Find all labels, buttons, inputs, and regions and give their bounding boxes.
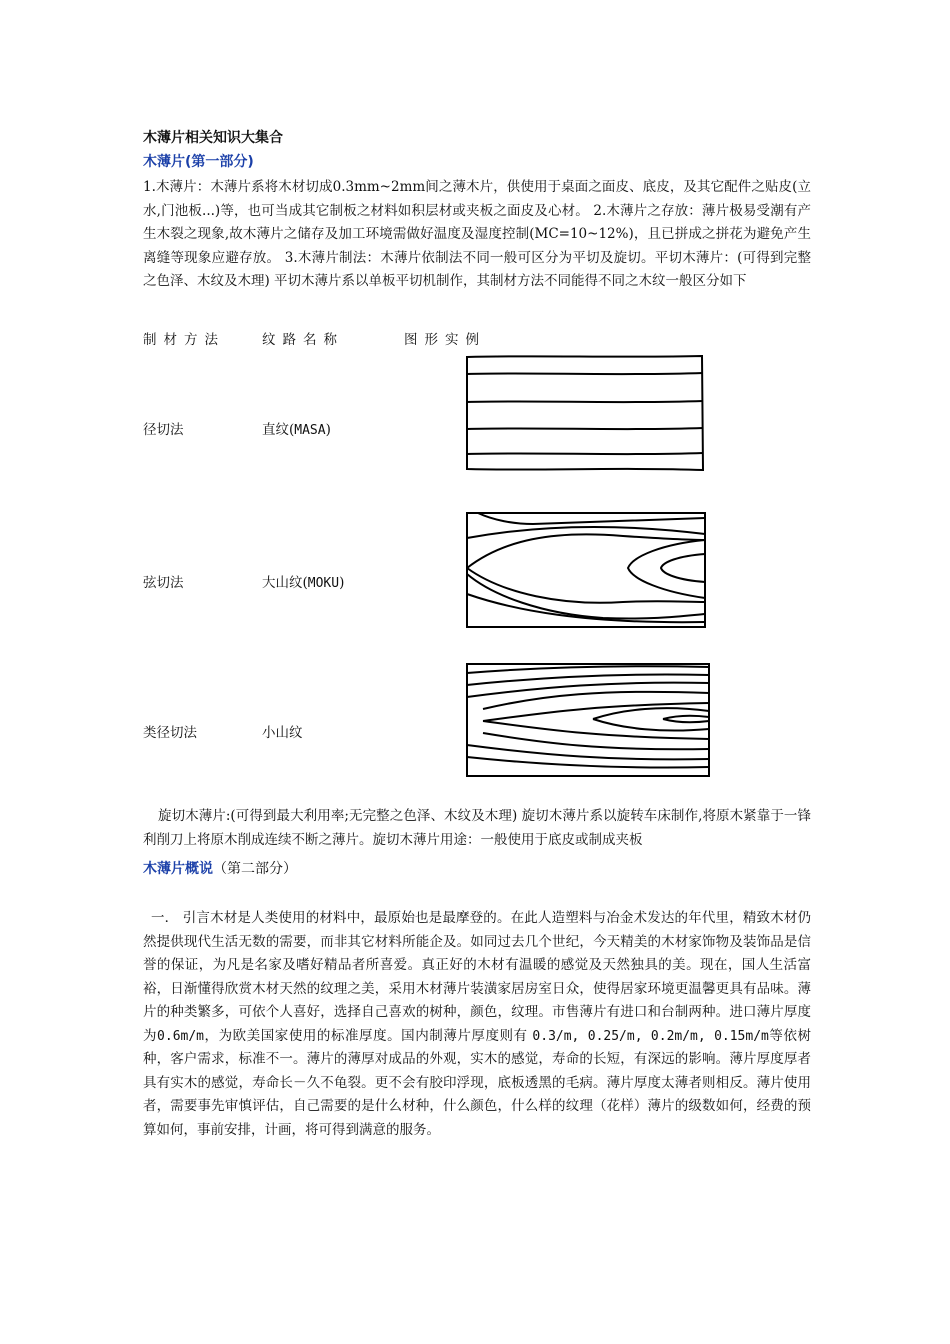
row2-grain: 大山纹(MOKU) — [262, 575, 345, 591]
document-title: 木薄片相关知识大集合 — [143, 130, 283, 146]
row1-method: 径切法 — [143, 422, 184, 438]
row3-grain: 小山纹 — [262, 725, 303, 741]
col-header-grain: 纹路名称 — [262, 332, 344, 348]
small-mountain-grain-figure — [463, 661, 713, 779]
row2-method: 弦切法 — [143, 575, 184, 591]
row1-grain: 直纹(MASA) — [262, 422, 331, 438]
part1-heading: 木薄片(第一部分) — [143, 154, 254, 170]
straight-grain-figure — [463, 354, 707, 474]
part1-intro-paragraph: 1.木薄片：木薄片系将木材切成0.3mm~2mm间之薄木片，供使用于桌面之面皮、底皮，及其它配件之贴皮(立水,门池板...)等，也可当成其它制板之材料如积层材或夹板之面皮及心材。 2.木薄片之存放：薄片极易受潮有产生木裂之现象,故木薄片之储存及加工环境需做好温度及湿度控制(MC=10~12%)，且已拼成之拼花为避免产生离缝等现象应避存放。 3.木薄片制法：木薄片依制法不同一般可区分为平切及旋切。平切木薄片：(可得到完整之色泽、木纹及木理) 平切木薄片系以单板平切机制作，其制材方法不同能得不同之木纹一般区分如下 — [143, 179, 811, 289]
cathedral-grain-figure — [463, 510, 709, 630]
part2-intro-paragraph: 一． 引言木材是人类使用的材料中，最原始也是最摩登的。在此人造塑料与冶金术发达的年代里，精致木材仍然提供现代生活无数的需要，而非其它材料所能企及。如同过去几个世纪，今天精美的木材家饰物及装饰品是信誉的保证，为凡是名家及嗜好精品者所喜爱。真正好的木材有温暖的感觉及天然独具的美。现在，国人生活富裕，日渐懂得欣赏木材天然的纹理之美，采用木材薄片装潢家居房室日众，使得居家环境更温馨更具有品味。薄片的种类繁多，可依个人喜好，选择自己喜欢的树种，颜色，纹理。市售薄片有进口和台制两种。进口薄片厚度为0.6m/m，为欧美国家使用的标准厚度。国内制薄片厚度则有 0.3/m, 0.25/m, 0.2m/m, 0.15m/m等依树种，客户需求，标准不一。薄片的薄厚对成品的外观，实木的感觉，寿命的长短，有深远的影响。薄片厚度厚者具有实木的感觉，寿命长－久不龟裂。更不会有胶印浮现，底板透黑的毛病。薄片厚度太薄者则相反。薄片使用者，需要事先审慎评估，自己需要的是什么材种，什么颜色，什么样的纹理（花样）薄片的级数如何，经费的预算如何，事前安排，计画，将可得到满意的服务。 — [143, 910, 811, 1138]
row3-method: 类径切法 — [143, 725, 197, 741]
part2-heading: 木薄片概说（第二部分） — [143, 861, 297, 877]
rotary-veneer-paragraph: 旋切木薄片:(可得到最大利用率;无完整之色泽、木纹及木理) 旋切木薄片系以旋转车床制作,将原木紧靠于一锋利削刀上将原木削成连续不断之薄片。旋切木薄片用途：一般使用于底皮或制成夹板 — [143, 808, 811, 848]
col-header-method: 制材方法 — [143, 332, 225, 348]
col-header-figure: 图形实例 — [404, 332, 486, 348]
